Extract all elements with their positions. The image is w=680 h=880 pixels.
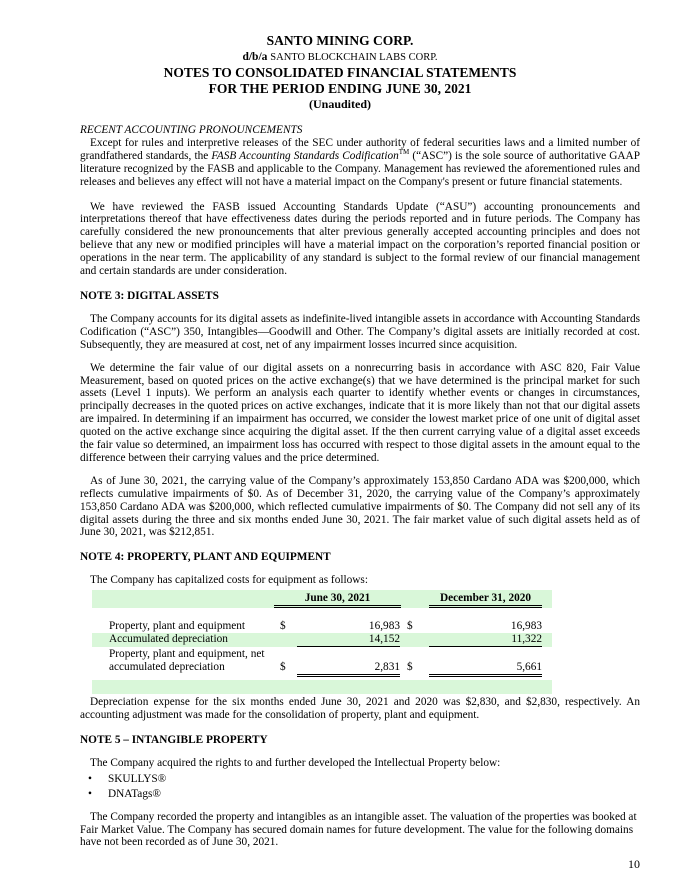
value-dec-2020: 11,322: [429, 633, 542, 647]
col-june-2021: June 30, 2021: [274, 592, 401, 608]
codification-italic: FASB Accounting Standards Codification: [211, 149, 399, 162]
table-row: [92, 648, 552, 676]
col-dec-2020: December 31, 2020: [429, 592, 542, 608]
bullet-text: DNATags®: [107, 787, 161, 800]
text: Except for rules and interpretive releases of the SEC under authority of federal securities laws and a limited number of grandfathered standards, the: [80, 136, 640, 162]
table-header-row: [92, 590, 552, 608]
note3-paragraph-3: As of June 30, 2021, the carrying value of the Company’s approximately 153,850 Cardano ADA was $200,000, which reflects cumulative impairments of $0. As of December 31, 2020, the carrying value of the Company’s approximately 153,850 Cardano ADA was $200,000, which reflected cumulative impairments of $0. The Company did not sell any of its digital assets during the three and six months ended June 30, 2021. The fair market value of such digital assets held as of June 30, 2021, was $212,851.: [80, 474, 640, 539]
note3-heading: NOTE 3: DIGITAL ASSETS: [80, 289, 219, 302]
recent-pronouncements-heading: RECENT ACCOUNTING PRONOUNCEMENTS: [80, 124, 303, 136]
ppe-table: [92, 590, 552, 694]
dba-line: [0, 50, 680, 65]
period-title: FOR THE PERIOD ENDING JUNE 30, 2021: [208, 81, 472, 96]
note3-paragraph-2: We determine the fair value of our digital assets on a nonrecurring basis in accordance with ASC 820, Fair Value Measurement, based on quoted prices on the active exchange(s) that we have determined is the principal market for such assets (Level 1 inputs). We perform an analysis each quarter to identify whether events or changes in circumstances, principally decreases in the quoted prices on active exchanges, indicate that it is more likely than not that our digital assets are impaired. In determining if an impairment has occurred, we consider the lowest market price of one unit of digital asset quoted on the active exchange since acquiring the digital asset. If the then current carrying value of a digital asset exceeds the fair value so determined, an impairment loss has occurred with respect to those digital assets in the amount equal to the difference between their carrying values and the price determined.: [80, 361, 640, 464]
text: (“ASC”) is the sole source of authoritative GAAP literature recognized by the FASB and applicable to the Company. Management has reviewed the aforementioned rules and releases and believes any effect will not have a material impact on the Company's present or future financial statements.: [80, 149, 640, 188]
note5-paragraph: The Company recorded the property and intangibles as an intangible asset. The valuation of the properties was booked at Fair Market Value. The Company has secured domain names for future development. The value for the following domains have not been recorded as of June 30, 2021.: [80, 810, 637, 849]
value-june-2021: 16,983: [368, 620, 400, 633]
company-name: SANTO MINING CORP.: [266, 33, 414, 48]
row-label: Property, plant and equipment: [109, 620, 246, 633]
dba-name: SANTO BLOCKCHAIN LABS CORP.: [270, 52, 438, 63]
document-title: NOTES TO CONSOLIDATED FINANCIAL STATEMENTS: [163, 65, 517, 80]
recent-paragraph-2: We have reviewed the FASB issued Accounting Standards Update (“ASU”) accounting pronouncements and interpretations thereof that have effectiveness dates during the periods reported and in future periods. The Company has carefully considered the new pronouncements that alter previous generally accepted accounting principles and does not believe that any new or modified principles will have a material impact on the corporation’s reported financial position or operations in the near term. The applicability of any standard is subject to the formal review of our financial management and certain standards are under consideration.: [80, 200, 640, 278]
bullet-list-item: [80, 773, 640, 786]
currency: $: [280, 620, 286, 633]
currency: $: [407, 661, 413, 674]
table-row: [92, 620, 552, 633]
value-june-2021: 2,831: [297, 661, 400, 677]
page-body: [80, 124, 640, 871]
row-label: Property, plant and equipment, net: [109, 648, 265, 661]
row-label: Accumulated depreciation: [109, 633, 228, 646]
note4-paragraph: Depreciation expense for the six months ended June 30, 2021 and 2020 was $2,830, and $2,830, respectively. An accounting adjustment was made for the consolidation of property, plant and equipment.: [80, 696, 640, 722]
unaudited-label: (Unaudited): [308, 97, 371, 111]
note3-paragraph-1: The Company accounts for its digital assets as indefinite-lived intangible assets in accordance with Accounting Standards Codification (“ASC”) 350, Intangibles—Goodwill and Other. The Company’s digital assets are initially recorded at cost. Subsequently, they are measured at cost, net of any impairment losses incurred since acquisition.: [80, 312, 640, 351]
currency: $: [280, 661, 286, 674]
table-row: [92, 633, 552, 647]
note4-heading: NOTE 4: PROPERTY, PLANT AND EQUIPMENT: [80, 551, 331, 564]
row-label-cont: accumulated depreciation: [109, 661, 225, 674]
trademark: TM: [398, 148, 410, 157]
value-june-2021: 14,152: [297, 633, 400, 647]
table-footer-band: [92, 680, 552, 694]
recent-paragraph-1: [80, 137, 640, 189]
note5-heading: NOTE 5 – INTANGIBLE PROPERTY: [80, 734, 268, 746]
bullet-list-item: [80, 788, 640, 801]
currency: $: [407, 620, 413, 633]
bullet-text: SKULLYS®: [107, 772, 167, 785]
bullet-icon: •: [88, 787, 92, 800]
note5-intro: The Company acquired the rights to and further developed the Intellectual Property below:: [90, 756, 501, 769]
bullet-icon: •: [88, 772, 92, 785]
dba-prefix: d/b/a: [242, 51, 268, 63]
value-dec-2020: 5,661: [429, 661, 542, 677]
note4-intro: The Company has capitalized costs for equipment as follows:: [90, 574, 368, 587]
page-number: 10: [628, 857, 640, 872]
value-dec-2020: 16,983: [510, 620, 542, 633]
